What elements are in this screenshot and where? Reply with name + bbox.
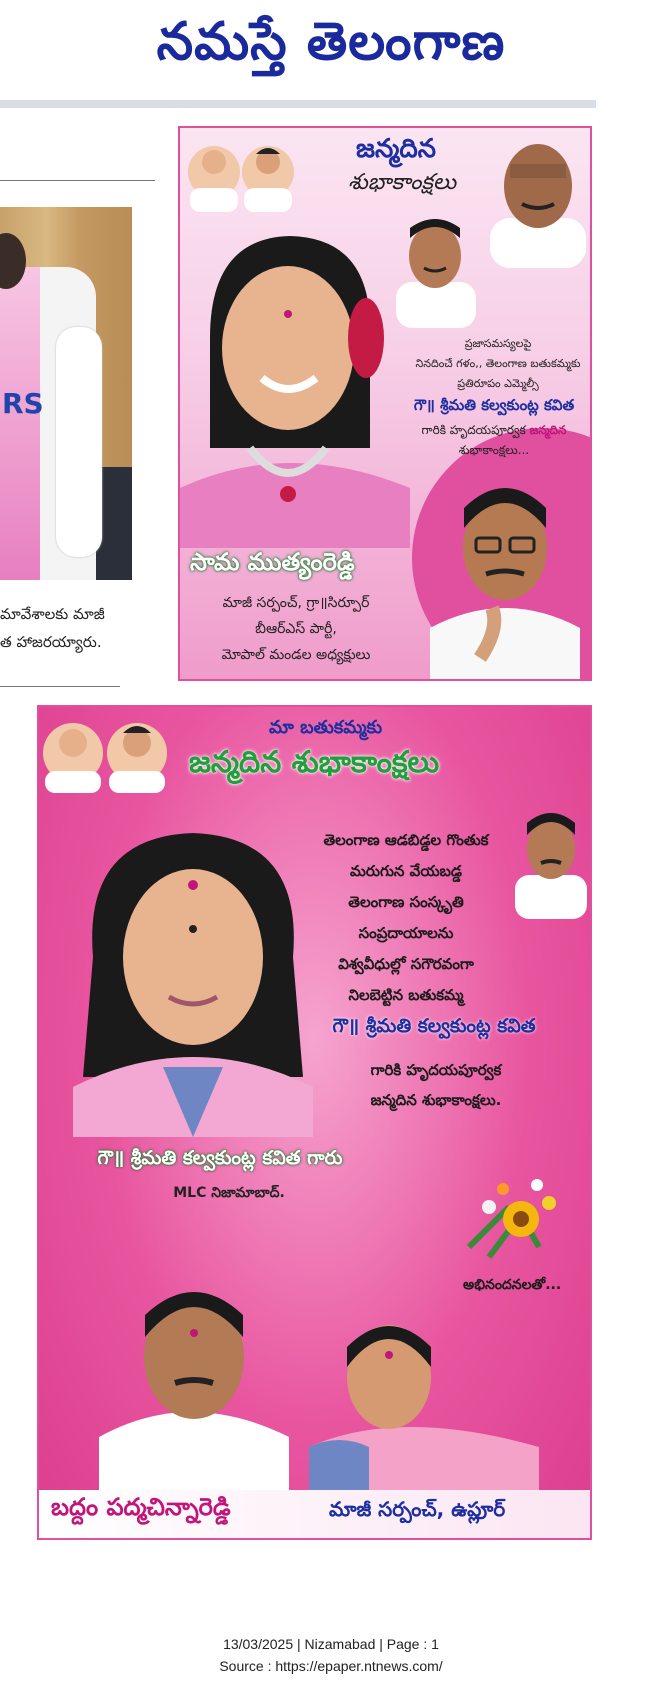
ad1-elder-portrait — [480, 128, 592, 268]
caption-line: మావేశాలకు మాజీ — [0, 605, 105, 623]
ad2-greeting — [301, 1055, 571, 1115]
ad1-greeting-highlight: జన్మదిన — [529, 423, 567, 437]
ad2-poem-line: సంప్రదాయాలను — [358, 924, 454, 942]
footer-source-line: Source : https://epaper.ntnews.com/ — [219, 1658, 443, 1674]
ad2-poem-line: తెలంగాణ సంస్కృతి — [348, 893, 464, 911]
masthead-title: నమస్తే తెలంగాణ — [156, 12, 506, 72]
page-footer — [0, 1633, 662, 1677]
ad1-role-line: మాజీ సర్పంచ్, గ్రా॥సిర్పూర్ — [222, 595, 370, 611]
column-rule-bottom — [0, 686, 120, 687]
ad2-poem-line: మరుగున వేయబడ్డ — [350, 862, 462, 880]
birthday-ad-1 — [178, 126, 592, 681]
ad1-honoree-portrait — [180, 218, 410, 548]
ad2-closing: అభినందనలతో... — [463, 1277, 562, 1293]
ad2-poem-line: నిలబెట్టిన బతుకమ్మ — [348, 986, 464, 1004]
birthday-ad-2 — [37, 705, 592, 1540]
ad1-role-line: బీఆర్ఎస్ పార్టీ, — [255, 621, 337, 637]
ad2-greeting-line: గారికి హృదయపూర్వక — [370, 1061, 502, 1079]
ad1-sponsor-portrait — [420, 458, 590, 681]
news-photo — [0, 207, 132, 580]
ad2-leader-portraits — [41, 709, 171, 793]
ad1-leader-portraits — [186, 132, 296, 212]
ad2-honoree-name: గౌ॥ శ్రీమతి కల్వకుంట్ల కవిత — [332, 1015, 536, 1037]
ad1-para-line: ప్రతిరూపం ఎమ్మెల్సీ — [457, 377, 539, 390]
ad2-honoree-caption: గౌ॥ శ్రీమతి కల్వకుంట్ల కవిత గారు — [97, 1147, 343, 1169]
ad2-poem-line: తెలంగాణ ఆడబిడ్డల గొంతుక — [323, 831, 489, 849]
column-rule-top — [0, 180, 155, 181]
ad2-honoree-post: MLC నిజామాబాద్. — [173, 1185, 285, 1201]
ad2-poem-line: విశ్వవీధుల్లో సగౌరవంగా — [338, 955, 474, 973]
footer-date-line: 13/03/2025 | Nizamabad | Page : 1 — [223, 1636, 439, 1652]
ad1-paragraph — [406, 334, 590, 394]
ad2-sponsor-role: మాజీ సర్పంచ్, ఉప్లూర్ — [329, 1497, 506, 1521]
ad1-honoree-name: గౌ॥ శ్రీమతి కల్వకుంట్ల కవిత — [413, 396, 575, 414]
ad2-sponsor-portraits — [79, 1247, 549, 1497]
caption-line: త హాజరయ్యారు. — [0, 633, 102, 651]
ad1-para-line: నినదించే గళం,, తెలంగాణ బతుకమ్మకు — [415, 357, 581, 370]
news-caption — [0, 600, 150, 656]
ad1-sponsor-name: సామ ముత్యంరెడ్డి — [190, 548, 355, 576]
photo-scarf-text: RS — [2, 387, 44, 420]
ad1-greeting-suffix: శుభాకాంక్షలు... — [458, 443, 530, 457]
ad2-banner-title: జన్మదిన శుభాకాంక్షలు — [189, 745, 440, 780]
ad1-title-line1: జన్మదిన — [356, 134, 436, 164]
ad1-title-line2: శుభాకాంక్షలు — [348, 170, 457, 195]
ad2-greeting-line: జన్మదిన శుభాకాంక్షలు. — [370, 1091, 502, 1109]
ad1-role-line: మోపాల్ మండల అధ్యక్షులు — [221, 647, 371, 663]
ad1-sponsor-role — [186, 590, 406, 668]
ad1-greeting — [396, 420, 592, 460]
ad2-top-line: మా బతుకమ్మకు — [269, 717, 383, 738]
masthead-divider — [0, 100, 596, 108]
ad1-para-line: ప్రజాసమస్యలపై — [464, 337, 532, 350]
ad2-honoree-portrait — [43, 807, 343, 1137]
ad2-sponsor-name: బద్దం పద్మచిన్నారెడ్డి — [51, 1493, 231, 1521]
ad1-greeting-prefix: గారికి హృదయపూర్వక — [421, 423, 526, 437]
